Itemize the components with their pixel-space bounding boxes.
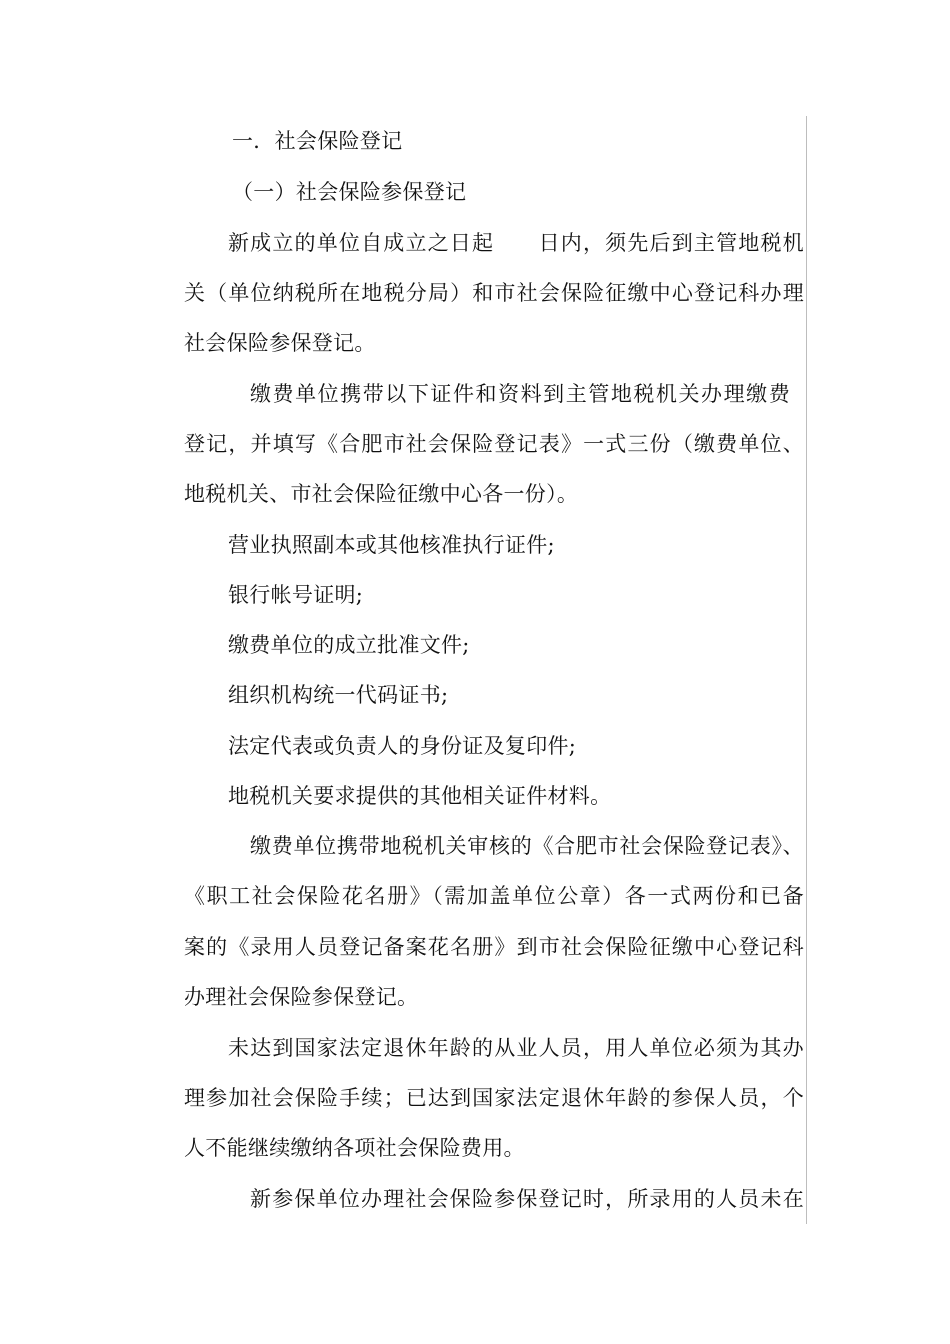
paragraph-line: 人不能继续缴纳各项社会保险费用。 <box>184 1136 525 1160</box>
paragraph-line: 地税机关、市社会保险征缴中心各一份）。 <box>184 482 579 506</box>
paragraph-line: 案的《录用人员登记备案花名册》到市社会保险征缴中心登记科 <box>184 935 804 959</box>
section-heading: 一．社会保险登记 <box>232 129 403 153</box>
list-item: 地税机关要求提供的其他相关证件材料。 <box>228 784 612 808</box>
list-item: 组织机构统一代码证书; <box>228 683 449 707</box>
paragraph-line: 理参加社会保险手续；已达到国家法定退休年龄的参保人员，个 <box>184 1086 804 1110</box>
paragraph-line: 《职工社会保险花名册》（需加盖单位公章）各一式两份和已备 <box>184 884 804 908</box>
list-item: 缴费单位的成立批准文件; <box>228 633 470 657</box>
list-item: 营业执照副本或其他核准执行证件; <box>228 533 555 557</box>
subsection-heading: （一）社会保险参保登记 <box>232 180 467 204</box>
paragraph-line: 登记，并填写《合肥市社会保险登记表》一式三份（缴费单位、 <box>184 432 804 456</box>
paragraph-line: 缴费单位携带地税机关审核的《合肥市社会保险登记表》、 <box>250 834 804 858</box>
paragraph-line: 办理社会保险参保登记。 <box>184 985 419 1009</box>
right-margin-line <box>806 116 807 1224</box>
list-item: 法定代表或负责人的身份证及复印件; <box>228 734 577 758</box>
paragraph-line: 关（单位纳税所在地税分局）和市社会保险征缴中心登记科办理 <box>184 281 804 305</box>
list-item: 银行帐号证明; <box>228 583 364 607</box>
paragraph-line: 新成立的单位自成立之日起 日内，须先后到主管地税机 <box>228 231 804 255</box>
paragraph-line: 新参保单位办理社会保险参保登记时，所录用的人员未在 <box>250 1187 804 1211</box>
paragraph-line: 社会保险参保登记。 <box>184 331 376 355</box>
paragraph-line: 未达到国家法定退休年龄的从业人员，用人单位必须为其办 <box>228 1036 804 1060</box>
paragraph-line: 缴费单位携带以下证件和资料到主管地税机关办理缴费 <box>250 382 790 406</box>
